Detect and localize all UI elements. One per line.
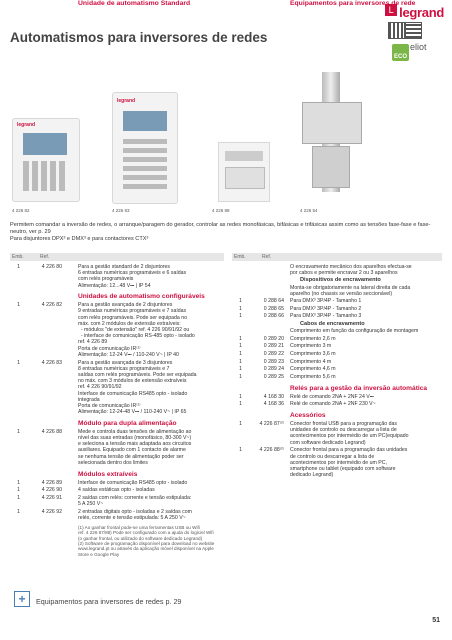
footnote-line: (o ganhar frontal, ou utilizado do software dedicado Legrand) [78, 535, 203, 541]
footnote-line: www.legrand.pt ou através da aplicação móvel disponível na Apple [78, 546, 214, 552]
paragraph-line: O encravamento mecânico dos aparelhos efectua-se [290, 264, 412, 270]
footnote-line: Store e Google Play [78, 551, 120, 557]
row-desc: Porta de comunicação IR⁽¹⁾ [78, 402, 141, 409]
row-ref: 4 226 90 [41, 487, 62, 494]
row-ref: 0 288 65 [263, 305, 284, 312]
row-desc: selecionada dentro dos limites [78, 459, 148, 466]
col-ref-label: Ref. [40, 254, 50, 260]
row-desc: Interface de comunicação RS485 opto - isolado [78, 479, 188, 486]
row-desc: Para a gestão standard de 2 disjuntores [78, 264, 170, 270]
row-desc: Comprimento 2,6 m [290, 335, 336, 342]
row-ref: 0 289 25 [263, 374, 284, 380]
row-ref: 0 289 20 [263, 335, 284, 342]
row-emb: 1 [239, 298, 242, 304]
row-ref: 0 289 21 [263, 343, 284, 350]
left-table-header [10, 253, 224, 261]
eliot-badge: eliot [410, 42, 427, 52]
row-emb: 1 [17, 359, 20, 366]
row-desc: - módulos "de extensão" ref. 4 226 90/91/92 ou [78, 327, 190, 334]
section-title: Unidades de automatismo configuráveis [78, 293, 205, 301]
row-desc: Interface de comunicação RS485 opto - isolado [78, 390, 188, 397]
plus-icon: + [14, 591, 30, 607]
qr-code-icon [388, 22, 405, 39]
product-image-4-226-83: legrand [112, 92, 178, 204]
image-caption: 4 226 82 [12, 208, 30, 213]
footnote-line: (2) Software de programação disponível para download no website [78, 541, 215, 546]
row-desc: e seleciona a tensão mais adaptada aos circuitos [78, 441, 192, 448]
section-title: Relés para a gestão da inversão automática [290, 384, 428, 392]
row-desc: Para a gestão avançada de 2 disjuntores [78, 302, 173, 309]
product-image-4-226-54 [292, 72, 368, 202]
row-desc: Conector frontal para a programação das unidades [290, 447, 408, 454]
row-emb: 1 [239, 335, 242, 342]
row-desc: Para DMX³ 3P/4P - Tamanho 3 [290, 313, 362, 320]
row-emb: 1 [17, 264, 20, 270]
row-desc: no máx. com 3 módulos de extensão extraíveis [78, 378, 187, 385]
row-desc: Para a gestão avançada de 3 disjuntores [78, 359, 173, 366]
row-ref: 0 288 64 [263, 298, 284, 304]
row-desc: Comprimento 4,6 m [290, 366, 336, 373]
row-desc: se nenhuma tensão de alimentação poder ser [78, 453, 184, 460]
row-ref: 4 226 89 [41, 479, 62, 486]
row-emb: 1 [239, 313, 242, 320]
row-ref: 4 168 30 [263, 393, 284, 400]
row-desc: Comprimento 5,6 m [290, 374, 336, 380]
row-desc: 5 A 250 V~ [78, 501, 104, 508]
row-emb: 1 [17, 495, 20, 501]
col-ref-label: Ref. [262, 254, 272, 260]
row-desc: Alimentação: 12-24-48 V⎓ / 110-240 V~ | IP 65 [78, 409, 187, 416]
row-ref: 4 226 82 [41, 302, 62, 309]
row-emb: 1 [239, 421, 242, 428]
row-desc: nível das suas entradas (monofásico, 80-300 V~) [78, 435, 192, 442]
row-desc: 4 saídas estáticas opto - isoladas [78, 487, 155, 494]
row-desc: integrada [78, 396, 100, 403]
qr-code-icon [405, 22, 422, 39]
row-desc: Relé de comando 2NA + 2NF 24 V⎓ [290, 393, 374, 400]
image-caption: 4 226 83 [112, 208, 130, 213]
row-desc: - interface de comunicação RS-485 opto - isolado [78, 333, 195, 340]
row-desc: Conector frontal USB para a programação das [290, 421, 397, 428]
paragraph-line: aparelho (no chassis se versão seccionável) [290, 290, 393, 297]
row-desc: acontecimentos por intermédio de um PC(equipado [290, 433, 409, 440]
row-ref: 0 288 66 [263, 313, 284, 320]
product-image-4-226-88 [218, 142, 270, 202]
footnote-line: ref. 4 226 87/88) Pode ser configurado com a ajuda do logiciel Wifi [78, 530, 214, 536]
row-desc: Porta de comunicação IR⁽¹⁾ [78, 345, 141, 352]
eco-badge: ECO [392, 44, 409, 61]
row-emb: 1 [239, 401, 242, 408]
intro-text: Permitem comandar a inversão de redes, o arranque/paragem do gerador, controlar as redes monofásicas, bifásicas e trifásicas assim como as tensões fase-fase e fase-neutro, ver p. 29 Para disjuntores DPX³ e DMX³ e para contactores CTX³ [10, 222, 431, 242]
row-desc: unidades de controlo ou descarregar a lista de [290, 427, 397, 434]
row-desc: acontecimentos por intermédio de um PC, [290, 459, 387, 466]
subsection-title: Cabos de encravamento [300, 321, 365, 328]
row-desc: dedicado Legrand) [290, 472, 334, 479]
row-desc: com relés programáveis. Pode ser equipada no [78, 314, 187, 321]
section-title: Acessórios [290, 412, 326, 420]
row-desc: de controlo ou descarregar a lista de [290, 453, 375, 460]
row-desc: 8 entradas numéricas programáveis e 7 [78, 365, 170, 372]
footer-link[interactable]: Equipamentos para inversores de redes p. 29 [36, 597, 182, 606]
row-desc: Para DMX³ 3P/4P - Tamanho 1 [290, 298, 362, 304]
left-section-title: Unidade de automatismo Standard [78, 0, 191, 7]
row-desc: Comprimento 3,6 m [290, 350, 336, 357]
row-emb: 1 [17, 479, 20, 486]
row-emb: 1 [239, 305, 242, 312]
row-ref: 4 226 92 [41, 508, 62, 515]
row-desc: smartphone ou tablet (equipado com software [290, 465, 396, 472]
row-desc: auxiliares. Equipado com 1 contacto de alarme [78, 447, 186, 454]
row-ref: 4 226 80 [41, 264, 62, 270]
row-ref: 4 226 88 [41, 428, 62, 435]
row-emb: 1 [239, 358, 242, 365]
footnote-line: (1) Ao ganhar frontal pode-se uma ferramentas USB ou Wifi [78, 524, 200, 530]
row-emb: 1 [239, 447, 242, 454]
paragraph-line: Comprimento em função da configuração de montagem [290, 328, 419, 335]
row-emb: 1 [239, 350, 242, 357]
row-emb: 1 [17, 428, 20, 435]
row-emb: 1 [239, 393, 242, 400]
row-desc: relés, corrente e tensão estipulada: 5 A 250 V~ [78, 515, 186, 522]
row-desc: ref. 4 226 89 [78, 339, 108, 346]
row-desc: máx. com 2 módulos de extensão extraíveis: [78, 320, 181, 327]
page-title: Automatismos para inversores de redes [10, 30, 268, 45]
row-desc: saídas com relés programáveis. Pode ser equipada [78, 371, 197, 378]
row-ref: 0 289 24 [263, 366, 284, 373]
paragraph-line: Monta-se obrigatoriamente na lateral direita de cada [290, 284, 411, 291]
paragraph-line: por cabos e permite encravar 2 ou 3 aparelhos [290, 270, 398, 277]
row-emb: 1 [239, 343, 242, 350]
image-caption: 4 226 54 [300, 208, 318, 213]
row-desc: Alimentação: 12...48 V⎓ | IP 54 [78, 282, 151, 289]
row-emb: 1 [17, 508, 20, 515]
row-ref: 4 226 83 [41, 359, 62, 366]
row-desc: 2 entradas digitais opto - isoladas e 2 saídas com [78, 508, 192, 515]
right-section-title: Equipamentos para inversores de rede [290, 0, 416, 7]
row-desc: 2 saídas com relés: corrente e tensão estipulada: [78, 495, 192, 501]
col-emb-label: Emb. [12, 254, 24, 260]
row-ref: 0 289 23 [263, 358, 284, 365]
row-ref: 4 226 91 [41, 495, 62, 501]
row-desc: Relé de comando 2NA + 2NF 230 V~ [290, 401, 376, 408]
image-caption: 4 226 88 [212, 208, 230, 213]
row-emb: 1 [239, 374, 242, 380]
row-ref: 4 226 87⁽²⁾ [259, 421, 284, 428]
row-desc: com relés programáveis [78, 276, 134, 283]
row-desc: ref. 4 226 90/91/92 [78, 384, 122, 391]
section-title: Módulos extraíveis [78, 470, 138, 478]
row-desc: Comprimento 4 m [290, 358, 332, 365]
right-table-header [232, 253, 442, 261]
row-emb: 1 [239, 366, 242, 373]
row-desc: 6 entradas numéricas programáveis e 6 saídas [78, 270, 187, 277]
product-image-4-226-82: legrand [12, 118, 80, 202]
row-ref: 4 226 88⁽²⁾ [259, 447, 284, 454]
page-number: 51 [432, 617, 440, 624]
col-emb-label: Emb. [234, 254, 246, 260]
row-ref: 0 289 22 [263, 350, 284, 357]
row-desc: com software dedicado Legrand) [290, 439, 366, 446]
legrand-logo-text: legrand [399, 5, 444, 20]
row-desc: Para DMX³ 3P/4P - Tamanho 2 [290, 305, 362, 312]
row-ref: 4 168 36 [263, 401, 284, 408]
row-emb: 1 [17, 487, 20, 494]
row-desc: Comprimento 3 m [290, 343, 332, 350]
row-desc: Mede e controla duas tensões de alimentação ao [78, 428, 192, 435]
legrand-logo-mark-icon: L [385, 4, 397, 16]
row-desc: Alimentação: 12-24 V⎓ / 110-240 V~ | IP 40 [78, 351, 179, 358]
section-title: Módulo para dupla alimentação [78, 419, 177, 427]
row-desc: 9 entradas numéricas programáveis e 7 saídas [78, 308, 187, 315]
row-emb: 1 [17, 302, 20, 309]
subsection-title: Dispositivos de encravamento [300, 277, 381, 284]
